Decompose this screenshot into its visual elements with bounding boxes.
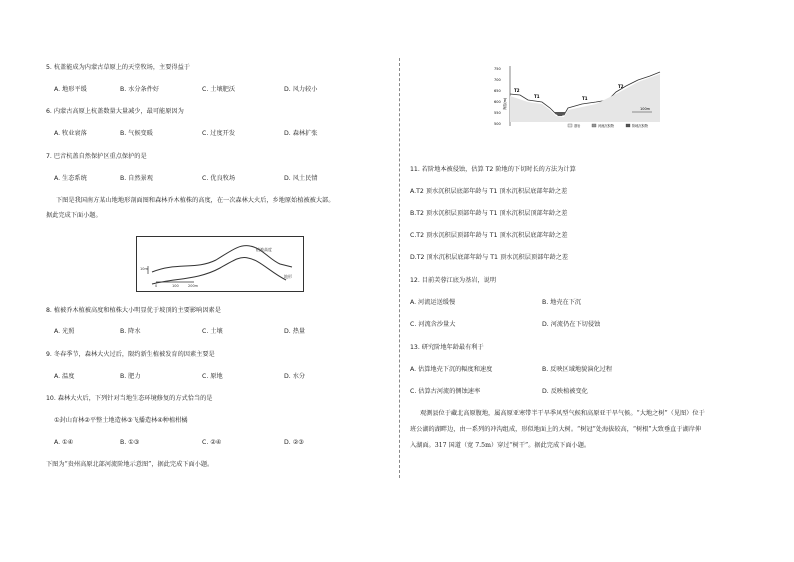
q6-option-b: B. 气候变暖 [120, 130, 153, 137]
passage3-line1: 观测县位于藏北高原腹地，属高原亚寒带半干旱季风型气候和高原亚干旱气候。“大地之树”（见图）位于 [420, 410, 705, 417]
q5-option-c: C. 土壤肥沃 [202, 86, 236, 93]
q9-option-b: B. 肥力 [120, 373, 141, 380]
q6-option-c: C. 过度开发 [202, 130, 236, 137]
q10-sub-items: ①封山育林②平整土地造林③飞播造林④种植柑橘 [54, 417, 188, 424]
passage3-line2: 班公湖的湖畔边，由一系列的冲沟组成，形似地面上的大树。“树冠”处海拔较高，“树根”大致垂直于湖岸伸 [410, 426, 702, 433]
q10-stem: 10. 森林大火后，下列针对当地生态环境修复的方式恰当的是 [46, 395, 213, 402]
q12-option-a: A. 河流运送缓慢 [410, 299, 456, 306]
legend-swatch-terrace-sediment [626, 124, 630, 127]
q5-stem: 5. 杭盖能成为内蒙古草原上的天堂牧场，主要得益于 [46, 64, 190, 71]
q7-option-b: B. 自然景观 [120, 175, 153, 182]
q7-option-d: D. 风土民情 [284, 175, 318, 182]
tick-600: 600 [494, 100, 501, 104]
q10-option-a: A. ①④ [54, 439, 74, 446]
legend-bedrock: 基岩 [574, 124, 581, 128]
q8-option-c: C. 土壤 [202, 328, 223, 335]
vertical-scale-label: 10m [140, 267, 148, 271]
y-axis-label: 海拔(m) [503, 98, 507, 110]
q10-option-c: C. ②④ [202, 439, 222, 446]
legend-swatch-river-sediment [592, 124, 596, 127]
terrace-label-t1-right: T1 [582, 96, 588, 101]
q11-option-b: B.T2 顶水沉积层顶部年龄与 T1 顶水沉积层顶部年龄之差 [410, 210, 568, 217]
q11-option-c: C.T2 顶水沉积层顶部年龄与 T1 顶水沉积层底部年龄之差 [410, 232, 568, 239]
terrace-label-t2-left: T2 [514, 88, 520, 93]
tick-550: 550 [494, 111, 501, 115]
q12-stem: 12. 目前芙蓉江底为基岩，说明 [410, 277, 497, 284]
column-divider [399, 58, 401, 478]
q8-stem: 8. 植被乔木植被高度和植株大小明显优于坡顶的主要影响因素是 [46, 307, 221, 314]
q13-option-b: B. 反映区域地貌演化过程 [542, 366, 613, 373]
q10-option-d: D. ②③ [284, 439, 304, 446]
figure-frame [137, 237, 304, 292]
scale-tick-200: 200m [188, 284, 199, 288]
passage1-line1: 下图是我国南方某山地地形剖面图和森林乔木植株的高度，在一次森林大火后，乡地原始植被被大部。 [56, 197, 335, 204]
passage1-line2: 据此完成下面小题。 [46, 212, 102, 219]
scale-tick-0: 0 [155, 284, 158, 288]
passage3-line3: 入湖面。317 国道（宽 7.5m）穿过“树干”。据此完成下面小题。 [410, 442, 591, 449]
q6-option-a: A. 牧业衰落 [54, 130, 87, 137]
q6-option-d: D. 森林扩张 [284, 130, 318, 137]
q13-option-a: A. 估算地壳下沉的幅度和速度 [410, 366, 493, 373]
q8-option-a: A. 光照 [54, 328, 75, 335]
q13-stem: 13. 研究阶地年龄最有利于 [410, 344, 484, 351]
q9-option-c: C. 原地 [202, 373, 223, 380]
legend-river-sediment: 河流沉积物 [598, 124, 614, 128]
passage2: 下图为“贵州高原北部河流阶地示意图”，据此完成下面小题。 [46, 461, 214, 468]
q8-option-b: B. 降水 [120, 328, 141, 335]
q11-stem: 11. 若阶地本被侵蚀，估算 T2 阶地的下切时长的方法为计算 [410, 166, 576, 173]
q11-option-a: A.T2 顶水沉积层底部年龄与 T1 顶水沉积层底部年龄之差 [410, 188, 568, 195]
tick-650: 650 [494, 89, 501, 93]
q12-option-d: D. 河流仍在下切侵蚀 [542, 321, 601, 328]
q12-option-b: B. 地壳在下沉 [542, 299, 582, 306]
q9-stem: 9. 冬春季节，森林大火过后，限约新生植被发育的因素主要是 [46, 351, 215, 358]
terrace-label-t1-left: T1 [534, 94, 540, 99]
q7-option-c: C. 优良牧场 [202, 175, 236, 182]
tick-500: 500 [494, 122, 501, 126]
legend-terrace-sediment: 阶地沉积物 [632, 124, 648, 128]
q10-option-b: B. ①③ [120, 439, 140, 446]
q9-option-a: A. 温度 [54, 373, 75, 380]
scale-bar-label: 100m [640, 107, 651, 111]
tick-700: 700 [494, 78, 501, 82]
q11-option-d: D.T2 顶水沉积层底部年龄与 T1 顶水沉积层顶部年龄之差 [410, 254, 569, 261]
q7-option-a: A. 生态系统 [54, 175, 87, 182]
scale-tick-100: 100 [172, 284, 179, 288]
q7-stem: 7. 巴音杭盖自然保护区重点保护的是 [46, 153, 147, 160]
river-terrace-figure [492, 62, 670, 132]
q9-option-d: D. 水分 [284, 373, 306, 380]
label-terrain: 地形 [284, 274, 292, 279]
q6-stem: 6. 内蒙古高原上杭盖数量大量减少，最可能原因为 [46, 108, 184, 115]
legend-swatch-bedrock [568, 124, 572, 127]
q5-option-b: B. 水分条件好 [120, 86, 160, 93]
q8-option-d: D. 热量 [284, 328, 306, 335]
tick-750: 750 [494, 67, 501, 71]
terrace-label-t2-right: T2 [618, 84, 624, 89]
q5-option-a: A. 地形平缓 [54, 86, 87, 93]
label-vegetation-height: 植被高度 [256, 247, 272, 252]
q13-option-c: C. 估算古河流的侧蚀速率 [410, 388, 481, 395]
q13-option-d: D. 反映植被变化 [542, 388, 588, 395]
q12-option-c: C. 河流含沙量大 [410, 321, 456, 328]
terrain-profile-figure [136, 236, 304, 292]
q5-option-d: D. 风力较小 [284, 86, 318, 93]
